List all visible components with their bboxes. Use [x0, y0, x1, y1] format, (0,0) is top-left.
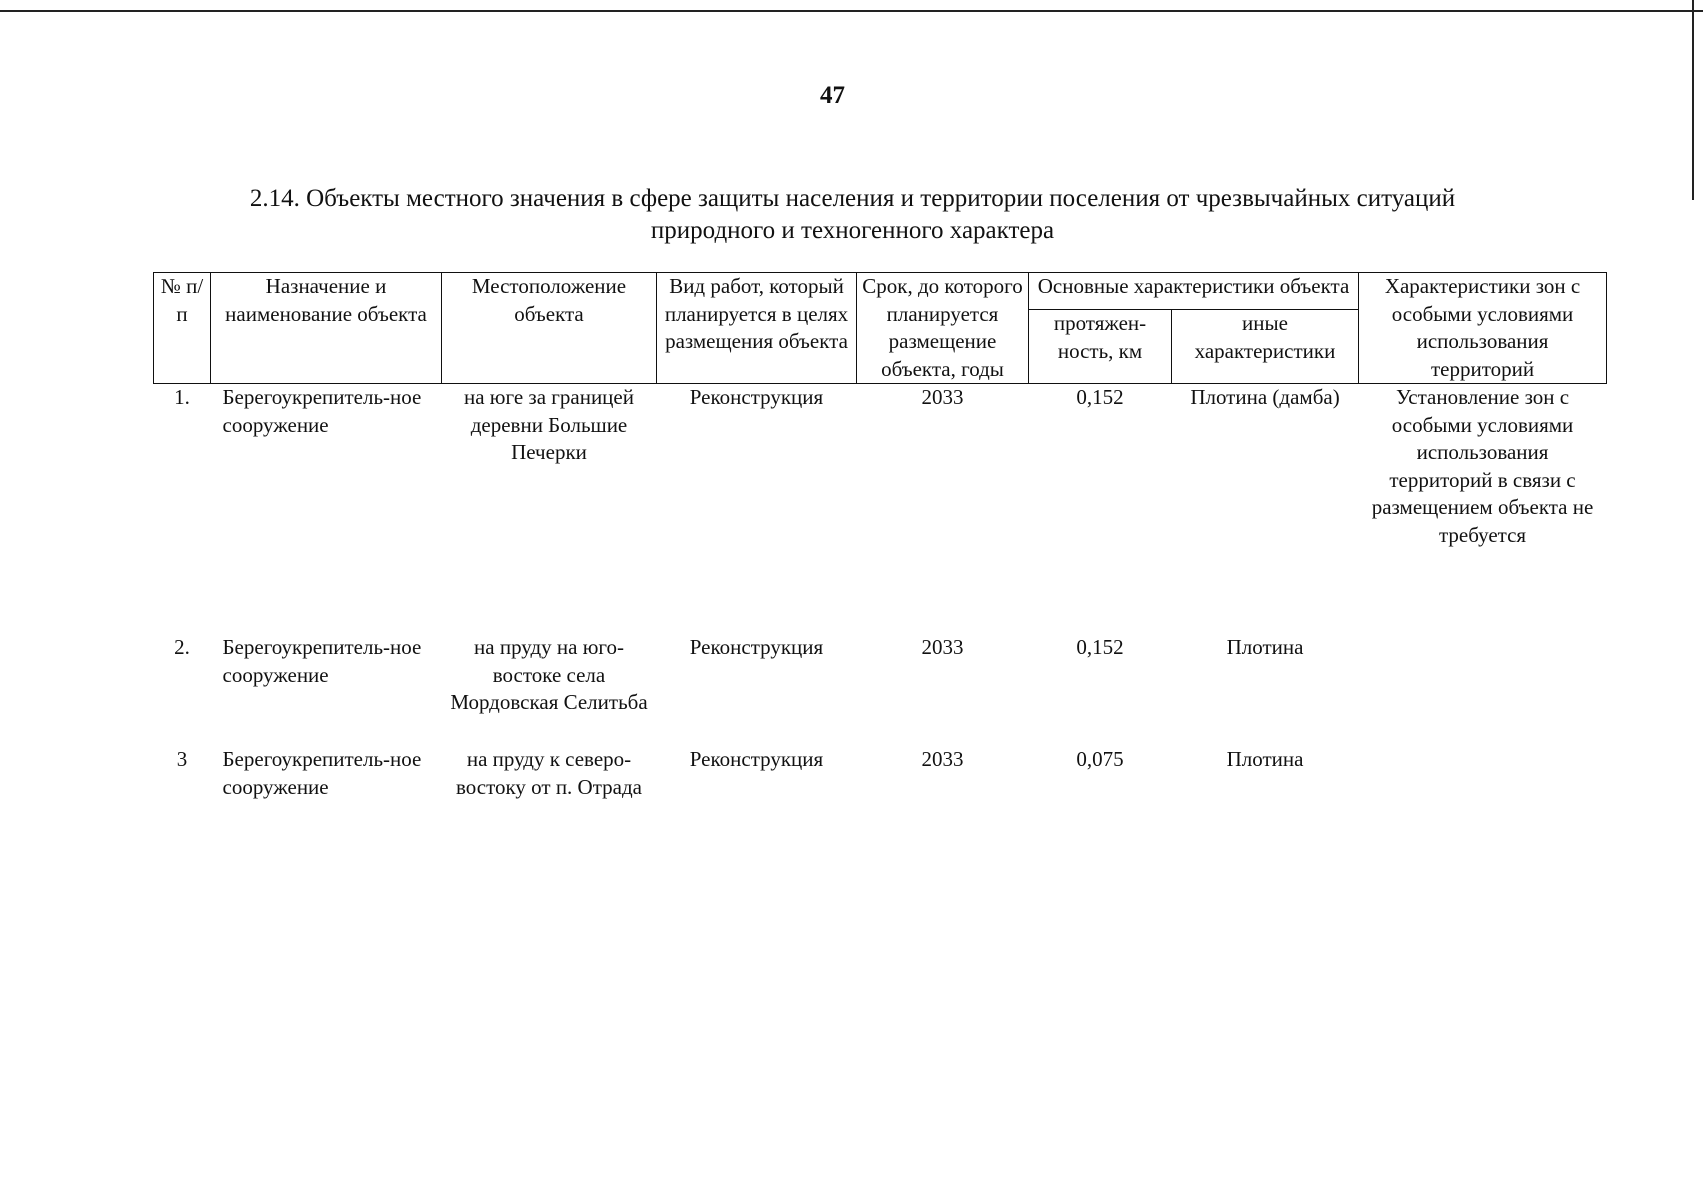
section-title-line1: 2.14. Объекты местного значения в сфере защиты населения и территории поселения от чрезвычайных ситуаций — [249, 185, 1456, 212]
header-name: Назначение и наименование объекта — [211, 273, 442, 384]
header-term: Срок, до которого планируется размещение объекта, годы — [857, 273, 1029, 384]
scan-edge-line-right — [1692, 0, 1694, 200]
header-num: № п/п — [154, 273, 211, 384]
cell-other: Плотина — [1226, 747, 1304, 771]
header-zones: Характеристики зон с особыми условиями использования территорий — [1359, 273, 1607, 384]
cell-work: Реконструкция — [689, 635, 824, 659]
header-other: иные характеристики — [1172, 310, 1359, 384]
cell-work: Реконструкция — [689, 385, 824, 409]
cell-num: 3 — [176, 747, 188, 771]
cell-term: 2033 — [921, 747, 964, 771]
cell-zones — [1359, 746, 1607, 801]
cell-zones — [1359, 634, 1607, 746]
table-row — [154, 634, 1607, 746]
cell-location: на пруду на юго-востоке села Мордовская Селитьба — [450, 635, 648, 714]
table-row — [154, 384, 1607, 635]
cell-term: 2033 — [921, 635, 964, 659]
cell-num: 2. — [174, 635, 190, 659]
objects-table — [153, 272, 1607, 801]
header-work: Вид работ, который планируется в целях размещения объекта — [657, 273, 857, 384]
cell-location: на пруду к северо-востоку от п. Отрада — [456, 747, 642, 799]
cell-zones: Установление зон с особыми условиями использования территорий в связи с размещением объекта не требуется — [1371, 385, 1594, 547]
cell-name: Берегоукрепитель-ное сооружение — [222, 635, 422, 687]
cell-num: 1. — [174, 385, 190, 409]
header-main-characteristics: Основные характеристики объекта — [1029, 273, 1359, 310]
cell-other: Плотина — [1226, 635, 1304, 659]
header-location: Местоположение объекта — [442, 273, 657, 384]
header-length: протяжен-ность, км — [1029, 310, 1172, 384]
cell-work: Реконструкция — [689, 747, 824, 771]
cell-length: 0,075 — [1076, 747, 1124, 771]
cell-length: 0,152 — [1076, 635, 1124, 659]
cell-other: Плотина (дамба) — [1190, 385, 1340, 409]
section-title-line2: природного и техногенного характера — [650, 217, 1055, 244]
scan-edge-line-top — [0, 10, 1703, 12]
cell-term: 2033 — [921, 385, 964, 409]
table-row — [154, 746, 1607, 801]
section-title — [160, 183, 1545, 247]
cell-name: Берегоукрепитель-ное сооружение — [222, 747, 422, 799]
cell-name: Берегоукрепитель-ное сооружение — [222, 385, 422, 437]
page-number: 47 — [820, 82, 845, 109]
cell-location: на юге за границей деревни Большие Печерки — [464, 385, 634, 464]
cell-length: 0,152 — [1076, 385, 1124, 409]
